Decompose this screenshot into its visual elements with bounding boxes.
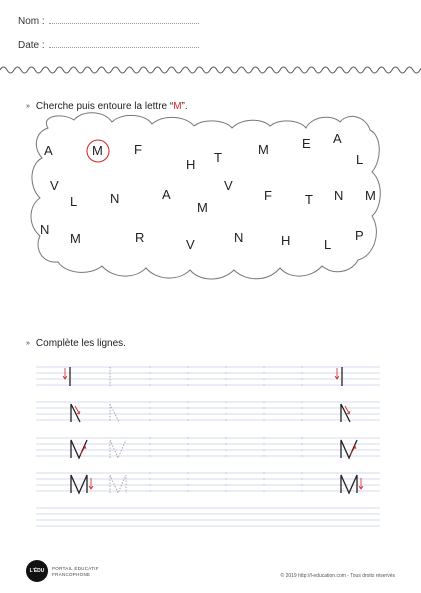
guide-dot <box>263 449 264 450</box>
arrow-down-icon <box>89 478 93 489</box>
guide-dot <box>301 366 302 367</box>
guide-dot <box>149 384 150 385</box>
guide-dot <box>225 437 226 438</box>
guide-dot <box>149 472 150 473</box>
letter-item[interactable]: T <box>305 192 313 207</box>
letter-item[interactable]: R <box>135 230 145 245</box>
model-stroke-m3-left <box>71 440 87 458</box>
guide-dot <box>187 401 188 402</box>
arrow-up-icon <box>350 446 356 455</box>
guide-dot <box>301 401 302 402</box>
guide-dot <box>225 407 226 408</box>
instruction-complete-text: Complète les lignes. <box>35 338 126 349</box>
guide-dot <box>187 484 188 485</box>
guide-dot <box>187 378 188 379</box>
guide-dot <box>301 449 302 450</box>
guide-dot <box>225 484 226 485</box>
letter-item[interactable]: N <box>334 188 344 203</box>
instruction-text-before: Cherche puis entoure la lettre “ <box>35 101 174 112</box>
guide-dot <box>187 407 188 408</box>
guide-dot <box>225 419 226 420</box>
guide-dot <box>187 372 188 373</box>
brand-line-2: FRANCOPHONE <box>52 572 91 577</box>
guide-dot <box>263 490 264 491</box>
letter-item[interactable]: A <box>162 187 171 202</box>
guide-dot <box>263 484 264 485</box>
guide-dot <box>301 455 302 456</box>
guide-dot <box>187 472 188 473</box>
bullet-icon: » <box>26 103 30 110</box>
letter-item[interactable]: N <box>110 191 120 206</box>
guide-dot <box>149 478 150 479</box>
guide-dot <box>149 484 150 485</box>
guide-dot <box>301 407 302 408</box>
letter-item[interactable]: F <box>264 188 272 203</box>
guide-dot <box>187 413 188 414</box>
guide-dot <box>301 372 302 373</box>
guide-dot <box>301 443 302 444</box>
guide-dot <box>149 490 150 491</box>
guide-dot <box>301 484 302 485</box>
guide-dot <box>187 419 188 420</box>
letter-item[interactable]: L <box>356 152 364 167</box>
guide-dot <box>301 378 302 379</box>
guide-dot <box>225 401 226 402</box>
guide-dot <box>263 372 264 373</box>
letter-item[interactable]: H <box>281 233 291 248</box>
guide-dot <box>263 443 264 444</box>
letter-item[interactable]: T <box>214 150 222 165</box>
guide-dot <box>225 372 226 373</box>
guide-dot <box>149 449 150 450</box>
guide-dot <box>263 472 264 473</box>
model-letters <box>70 367 357 493</box>
brand-text <box>52 566 99 578</box>
arrow-down-icon <box>63 368 67 379</box>
guide-dot <box>263 419 264 420</box>
guide-dot <box>225 443 226 444</box>
guide-dot <box>225 449 226 450</box>
guide-dot <box>225 478 226 479</box>
guide-dot <box>225 455 226 456</box>
guide-dot <box>149 407 150 408</box>
letter-item[interactable]: F <box>134 142 142 157</box>
guide-dot <box>263 437 264 438</box>
instruction-text-after: ”. <box>181 101 188 112</box>
guide-dot <box>149 372 150 373</box>
letter-item[interactable]: N <box>234 230 244 245</box>
guide-dot <box>187 449 188 450</box>
guide-dot <box>301 437 302 438</box>
guide-dot <box>149 443 150 444</box>
guide-dot <box>187 437 188 438</box>
letter-item[interactable]: V <box>224 178 233 193</box>
guide-dot <box>149 378 150 379</box>
arrow-down-icon <box>359 478 363 489</box>
letter-item[interactable]: M <box>197 200 208 215</box>
guide-dot <box>263 413 264 414</box>
letter-item[interactable]: A <box>44 143 53 158</box>
guide-dot <box>149 419 150 420</box>
letter-item[interactable]: M <box>258 142 269 157</box>
guide-dot <box>187 478 188 479</box>
guide-dot <box>187 366 188 367</box>
guide-dot <box>301 490 302 491</box>
guide-dot <box>149 366 150 367</box>
letter-item[interactable]: N <box>40 222 50 237</box>
letter-item[interactable]: E <box>302 136 311 151</box>
guide-dot <box>263 401 264 402</box>
letter-item[interactable]: P <box>355 228 364 243</box>
guide-dot <box>263 455 264 456</box>
guide-dot <box>263 478 264 479</box>
arrow-down-icon <box>335 368 339 379</box>
guide-dot <box>149 437 150 438</box>
edu-logo: L'ÉDU <box>26 560 48 582</box>
letter-item[interactable]: V <box>186 237 195 252</box>
guide-dot <box>263 407 264 408</box>
model-stroke-m4-right <box>341 475 357 493</box>
guide-dot <box>225 366 226 367</box>
stroke-arrows <box>63 368 363 489</box>
guide-dot <box>301 419 302 420</box>
guide-dot <box>149 455 150 456</box>
guide-dot <box>263 384 264 385</box>
guide-dot <box>225 413 226 414</box>
guide-dot <box>301 413 302 414</box>
guide-dot <box>225 384 226 385</box>
guide-dot <box>263 378 264 379</box>
nom-label: Nom : <box>18 16 45 27</box>
model-stroke-m3-right <box>341 440 357 458</box>
guide-dot <box>225 472 226 473</box>
dotted-traces <box>110 367 126 493</box>
guide-dot <box>187 384 188 385</box>
guide-dot <box>301 472 302 473</box>
guide-dot <box>301 384 302 385</box>
letter-item-circled[interactable]: M <box>92 143 103 158</box>
arrow-up-icon <box>80 446 86 455</box>
bullet-icon: » <box>26 340 30 347</box>
target-letter: M <box>173 101 182 112</box>
letter-item[interactable]: H <box>186 157 196 172</box>
guide-dot <box>263 366 264 367</box>
guide-dot <box>301 478 302 479</box>
guide-dot <box>187 490 188 491</box>
guide-dot <box>187 443 188 444</box>
guide-dot <box>149 413 150 414</box>
guide-dot <box>149 401 150 402</box>
model-stroke-m4-left <box>71 475 87 493</box>
guide-dot <box>187 455 188 456</box>
letter-item[interactable]: M <box>70 231 81 246</box>
letter-item[interactable]: V <box>50 178 59 193</box>
letter-item[interactable]: M <box>365 188 376 203</box>
guide-dot <box>225 378 226 379</box>
copyright: © 2019 http://l-education.com - Tous droits réservés <box>280 573 395 579</box>
guide-dot <box>225 490 226 491</box>
date-label: Date : <box>18 40 45 51</box>
letter-item[interactable]: A <box>333 131 342 146</box>
letter-item[interactable]: L <box>70 194 78 209</box>
letter-item[interactable]: L <box>324 237 332 252</box>
brand-line-1: PORTAIL ÉDUCATIF <box>52 566 99 571</box>
